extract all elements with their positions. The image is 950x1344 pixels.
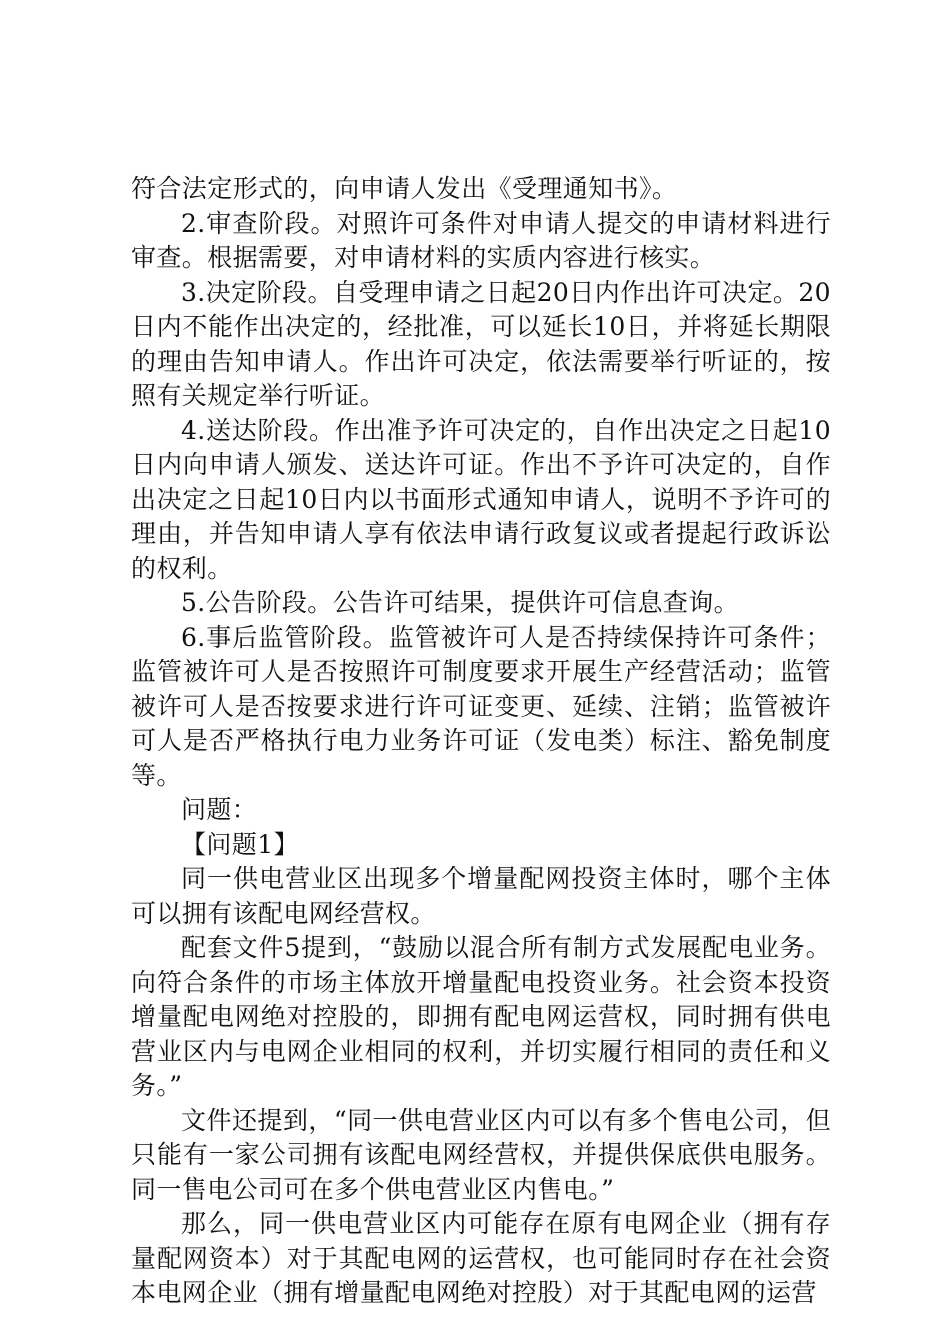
paragraph-conclusion: 那么，同一供电营业区内可能存在原有电网企业（拥有存量配网资本）对于其配电网的运营权，也可能同时存在社会资本电网企业（拥有增量配电网绝对控股）对于其配电网的运营	[131, 1209, 831, 1307]
paragraph-announcement-stage: 5.公告阶段。公告许可结果，提供许可信息查询。	[181, 588, 740, 617]
paragraph-delivery-stage: 4.送达阶段。作出准予许可决定的，自作出决定之日起10日内向申请人颁发、送达许可证。作出不予许可决定的，自作出决定之日起10日内以书面形式通知申请人，说明不予许可的理由，并告知申请人享有依法申请行政复议或者提起行政诉讼的权利。	[131, 415, 831, 583]
questions-heading: 问题：	[181, 795, 258, 824]
question-1-text: 同一供电营业区出现多个增量配网投资主体时，哪个主体可以拥有该配电网经营权。	[131, 864, 831, 928]
question-1-heading: 【问题1】	[181, 829, 299, 859]
paragraph-decision-stage: 3.决定阶段。自受理申请之日起20日内作出许可决定。20日内不能作出决定的，经批准，可以延长10日，并将延长期限的理由告知申请人。作出许可决定，依法需要举行听证的，按照有关规定举行听证。	[131, 277, 831, 410]
paragraph-intake-continuation: 符合法定形式的，向申请人发出《受理通知书》。	[131, 174, 678, 203]
document-page	[131, 172, 831, 1311]
paragraph-document-5-quote: 配套文件5提到，“鼓励以混合所有制方式发展配电业务。向符合条件的市场主体放开增量配电投资业务。社会资本投资增量配电网绝对控股的，即拥有配电网运营权，同时拥有供电营业区内与电网企业相同的权利，并切实履行相同的责任和义务。”	[131, 933, 831, 1100]
paragraph-document-also-quote: 文件还提到，“同一供电营业区内可以有多个售电公司，但只能有一家公司拥有该配电网经营权，并提供保底供电服务。同一售电公司可在多个供电营业区内售电。”	[131, 1105, 831, 1204]
paragraph-supervision-stage: 6.事后监管阶段。监管被许可人是否持续保持许可条件；监管被许可人是否按照许可制度要求开展生产经营活动；监管被许可人是否按要求进行许可证变更、延续、注销；监管被许可人是否严格执行电力业务许可证（发电类）标注、豁免制度等。	[131, 622, 831, 790]
paragraph-review-stage: 2.审查阶段。对照许可条件对申请人提交的申请材料进行审查。根据需要，对申请材料的实质内容进行核实。	[131, 208, 831, 272]
